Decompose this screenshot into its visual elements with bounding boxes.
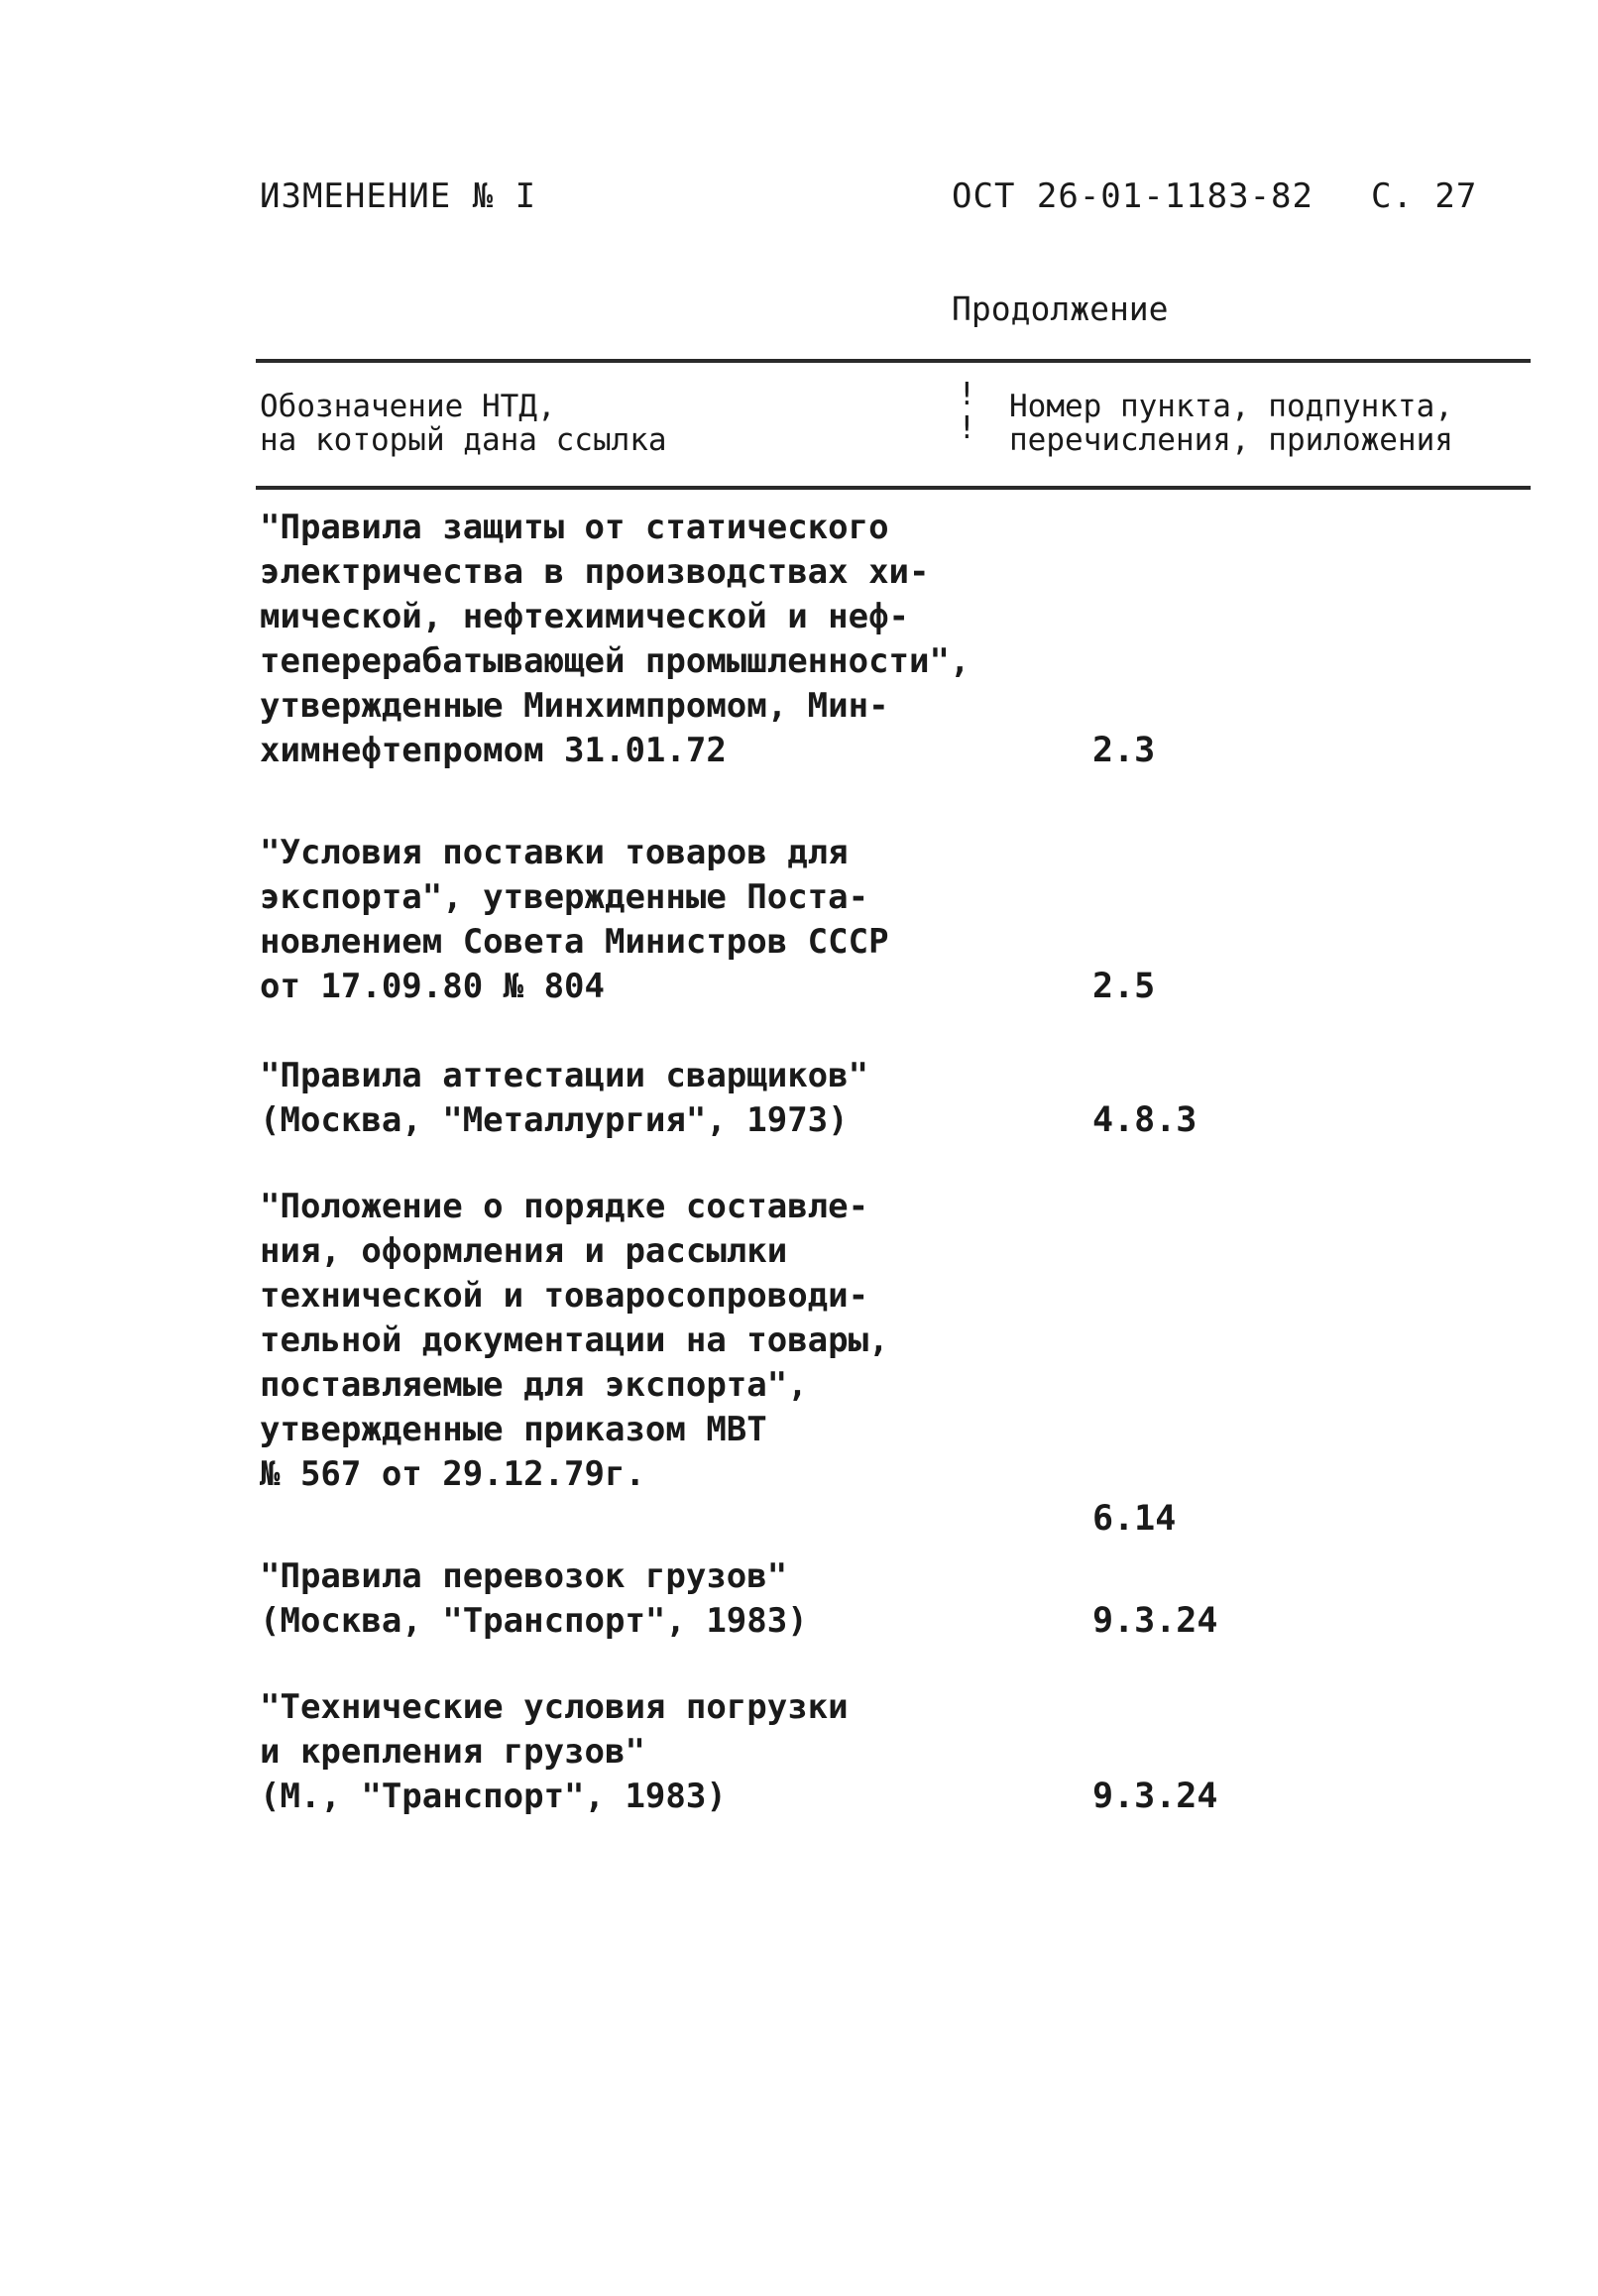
table-row (260, 1054, 1499, 1143)
table-row (260, 506, 1499, 773)
document-reference: "Правила защиты от статического электричества в производствах хи- мической, нефтехимической и неф- теперерабатывающей промышленности", утвержденные Минхимпромом, Мин- химнефтепромом 31.01.72 (260, 508, 970, 770)
table-row (260, 1185, 1499, 1539)
page-number: С. 27 (1371, 176, 1478, 216)
table-top-rule (256, 359, 1531, 363)
clause-number: 6.14 (1092, 1499, 1177, 1539)
clause-number: 9.3.24 (1092, 1601, 1218, 1641)
document-reference: "Условия поставки товаров для экспорта", утвержденные Поста- новлением Совета Министров СССР от 17.09.80 № 804 (260, 833, 889, 1006)
document-reference: "Правила аттестации сварщиков" (Москва, "Металлургия", 1973) (260, 1056, 869, 1140)
column-separator: ! ! (958, 377, 976, 446)
clause-number: 4.8.3 (1092, 1100, 1198, 1140)
document-reference: "Правила перевозок грузов" (Москва, "Транспорт", 1983) (260, 1556, 808, 1641)
column-header-document: Обозначение НТД, на который дана ссылка (260, 389, 667, 458)
header-right (952, 176, 1477, 216)
clause-number: 9.3.24 (1092, 1777, 1218, 1816)
table-row (260, 1685, 1499, 1819)
clause-number: 2.3 (1092, 731, 1156, 770)
column-header-reference: Номер пункта, подпункта, перечисления, приложения (1009, 389, 1453, 458)
document-reference: "Положение о порядке составле- ния, оформления и рассылки технической и товаросопроводи- тельной документации на товары, поставляемые для экспорта", утвержденные приказом МВТ № 567 от 29.12.79г. (260, 1187, 889, 1494)
table-row (260, 1554, 1499, 1644)
change-number: ИЗМЕНЕНИЕ № I (260, 176, 537, 216)
table-header-rule (256, 486, 1531, 490)
standard-designation: ОСТ 26-01-1183-82 (952, 176, 1313, 216)
continuation-label: Продолжение (952, 289, 1169, 328)
table-row (260, 831, 1499, 1009)
document-reference: "Технические условия погрузки и крепления грузов" (М., "Транспорт", 1983) (260, 1687, 849, 1816)
clause-number: 2.5 (1092, 967, 1156, 1006)
